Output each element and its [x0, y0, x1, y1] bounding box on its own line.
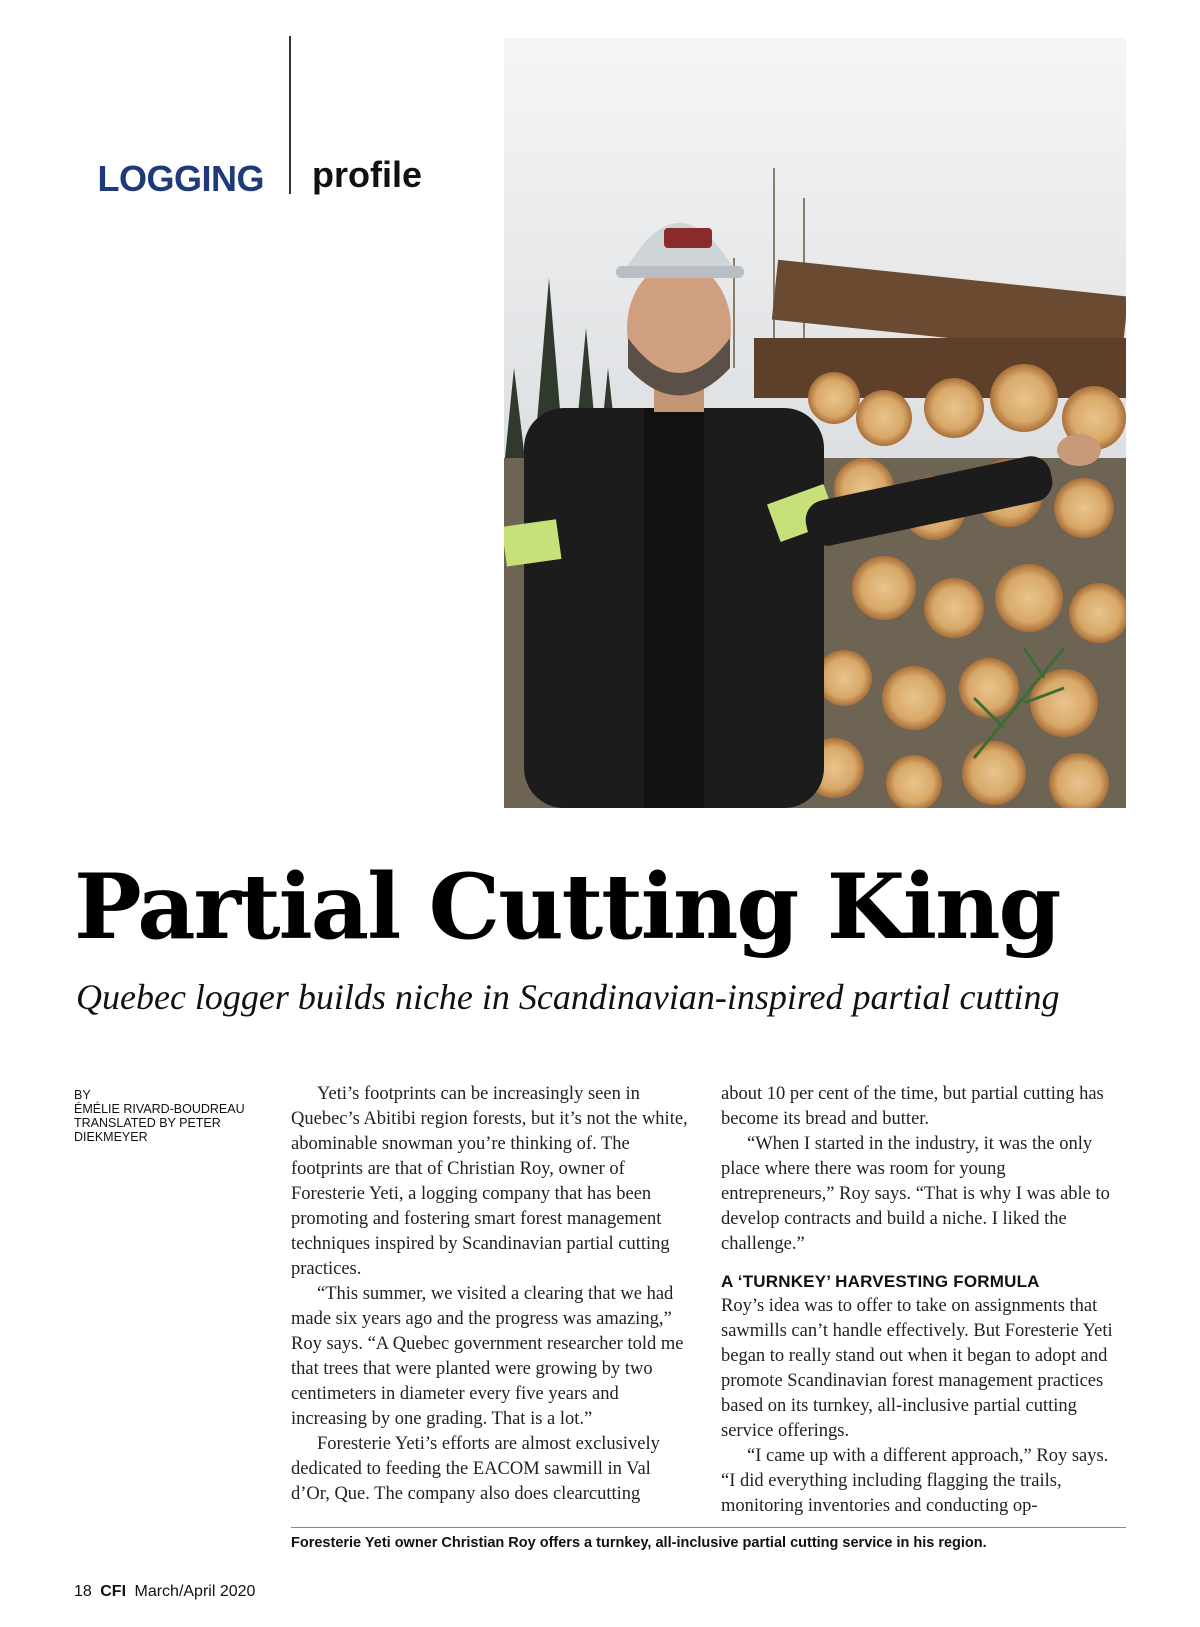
caption-rule — [291, 1527, 1126, 1528]
section-label-profile: profile — [312, 154, 423, 195]
byline-line: TRANSLATED BY PETER — [74, 1116, 221, 1130]
byline-author: ÉMÉLIE RIVARD-BOUDREAU — [74, 1102, 245, 1116]
page-number: 18 — [74, 1583, 92, 1600]
byline-line: BY — [74, 1088, 91, 1102]
body-column-1 — [291, 1082, 691, 1507]
body-paragraph: “I came up with a different approach,” Roy says. “I did everything including flagging the trails, monitoring inventories and conducting op- — [721, 1446, 1109, 1516]
body-paragraph: about 10 per cent of the time, but partial cutting has become its bread and butter. — [721, 1084, 1104, 1129]
article-subhead: A ‘TURNKEY’ HARVESTING FORMULA — [721, 1272, 1040, 1291]
page-folio — [74, 1583, 255, 1601]
byline-translator: DIEKMEYER — [74, 1130, 148, 1144]
body-column-2 — [721, 1082, 1121, 1519]
photo-illustration — [504, 38, 1126, 808]
photo-caption: Foresterie Yeti owner Christian Roy offers a turnkey, all-inclusive partial cutting service in his region. — [291, 1535, 987, 1551]
article-deck: Quebec logger builds niche in Scandinavian-inspired partial cutting — [76, 977, 1060, 1017]
body-paragraph: “When I started in the industry, it was the only place where there was room for young entrepreneurs,” Roy says. “That is why I was able to develop contracts and build a niche. I liked the challenge.” — [721, 1134, 1110, 1254]
article-headline: Partial Cutting King — [74, 854, 1060, 960]
body-paragraph: Roy’s idea was to offer to take on assignments that sawmills can’t handle effectively. But Foresterie Yeti began to really stand out when it began to adopt and promote Scandinavian forest management practices based on its turnkey, all-inclusive partial cutting service offerings. — [721, 1296, 1113, 1441]
body-paragraph: “This summer, we visited a clearing that we had made six years ago and the progress was amazing,” Roy says. “A Quebec government researcher told me that trees that were planted were growing by two centimeters in diameter every five years and increasing by one grading. That is a lot.” — [291, 1284, 684, 1429]
article-photo — [504, 38, 1126, 808]
section-header — [0, 36, 480, 206]
body-paragraph: Yeti’s footprints can be increasingly seen in Quebec’s Abitibi region forests, but it’s not the white, abominable snowman you’re thinking of. The footprints are that of Christian Roy, owner of Foresterie Yeti, a logging company that has been promoting and fostering smart forest management techniques inspired by Scandinavian partial cutting practices. — [291, 1084, 688, 1279]
magazine-name: CFI — [100, 1583, 127, 1600]
issue-date: March/April 2020 — [134, 1583, 256, 1600]
body-paragraph: Foresterie Yeti’s efforts are almost exclusively dedicated to feeding the EACOM sawmill in Val d’Or, Que. The company also does clearcutting — [291, 1434, 660, 1504]
section-label-logging: LOGGING — [97, 158, 264, 199]
byline — [74, 1088, 274, 1144]
section-divider — [289, 36, 291, 194]
